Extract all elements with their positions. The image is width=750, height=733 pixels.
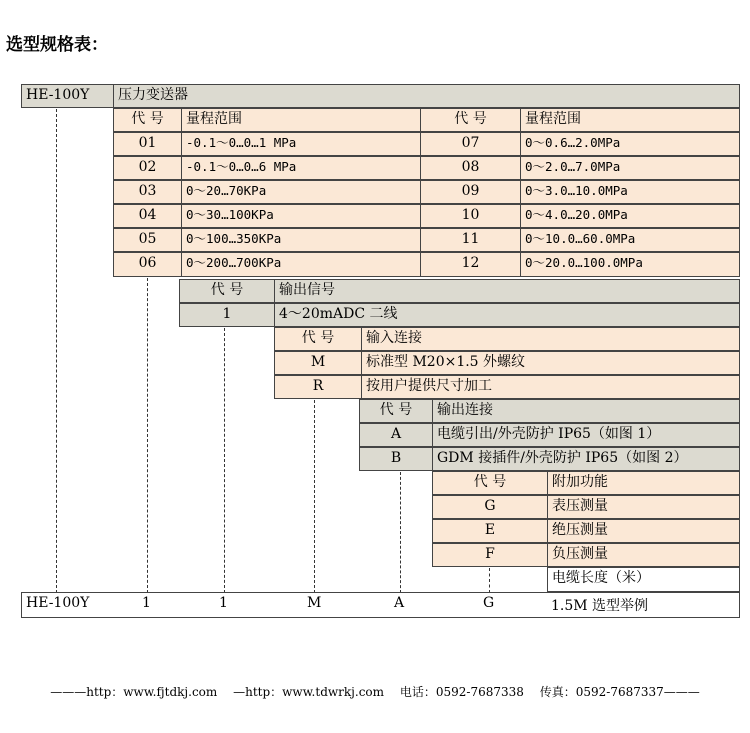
range-header-label-1: 量程范围 bbox=[181, 108, 421, 132]
input-header-code: 代 号 bbox=[274, 327, 362, 351]
input-code: R bbox=[274, 375, 362, 399]
range-value: 0～4.0…20.0MPa bbox=[520, 204, 740, 228]
signal-value: 4～20mADC 二线 bbox=[274, 303, 740, 327]
example-cable-length: 1.5M 选型举例 bbox=[551, 598, 649, 614]
range-code: 06 bbox=[113, 252, 182, 277]
range-code: 09 bbox=[420, 180, 521, 204]
range-code: 04 bbox=[113, 204, 182, 228]
range-code: 01 bbox=[113, 132, 182, 156]
signal-code: 1 bbox=[179, 303, 275, 327]
input-header-label: 输入连接 bbox=[361, 327, 740, 351]
addon-code: F bbox=[432, 543, 548, 567]
input-code: M bbox=[274, 351, 362, 375]
range-code: 02 bbox=[113, 156, 182, 180]
example-output-code: A bbox=[394, 595, 405, 611]
addon-value: 表压测量 bbox=[547, 495, 740, 519]
range-code: 08 bbox=[420, 156, 521, 180]
range-header-code-1: 代 号 bbox=[113, 108, 182, 132]
range-header-code-2: 代 号 bbox=[420, 108, 521, 132]
footer-website-1[interactable]: ———http：www.fjtdkj.com bbox=[50, 685, 218, 699]
signal-header-code: 代 号 bbox=[179, 279, 275, 303]
addon-value: 绝压测量 bbox=[547, 519, 740, 543]
range-value: 0～200…700KPa bbox=[181, 252, 421, 277]
example-addon-code: G bbox=[483, 595, 495, 611]
range-code: 11 bbox=[420, 228, 521, 252]
range-header-label-2: 量程范围 bbox=[520, 108, 740, 132]
input-value: 按用户提供尺寸加工 bbox=[361, 375, 740, 399]
range-value: 0～20.0…100.0MPa bbox=[520, 252, 740, 277]
addon-value: 负压测量 bbox=[547, 543, 740, 567]
range-code: 05 bbox=[113, 228, 182, 252]
connector-line bbox=[400, 472, 401, 593]
connector-line bbox=[314, 400, 315, 593]
range-value: 0～30…100KPa bbox=[181, 204, 421, 228]
output-value: 电缆引出/外壳防护 IP65（如图 1） bbox=[432, 423, 740, 447]
range-value: 0～0.6…2.0MPa bbox=[520, 132, 740, 156]
range-value: 0～20…70KPa bbox=[181, 180, 421, 204]
range-code: 10 bbox=[420, 204, 521, 228]
range-value: -0.1～0…0…6 MPa bbox=[181, 156, 421, 180]
cable-length-label: 电缆长度（米） bbox=[547, 567, 740, 592]
connector-line bbox=[224, 328, 225, 593]
connector-line bbox=[489, 568, 490, 593]
range-value: 0～3.0…10.0MPa bbox=[520, 180, 740, 204]
output-value: GDM 接插件/外壳防护 IP65（如图 2） bbox=[432, 447, 740, 471]
model-cell: HE-100Y bbox=[21, 84, 114, 108]
range-value: 0～100…350KPa bbox=[181, 228, 421, 252]
output-code: B bbox=[359, 447, 433, 471]
connector-line bbox=[56, 109, 57, 593]
addon-code: G bbox=[432, 495, 548, 519]
range-code: 12 bbox=[420, 252, 521, 277]
range-value: 0～2.0…7.0MPa bbox=[520, 156, 740, 180]
addon-code: E bbox=[432, 519, 548, 543]
range-code: 07 bbox=[420, 132, 521, 156]
footer bbox=[0, 683, 750, 700]
example-model: HE-100Y bbox=[26, 595, 90, 611]
example-signal-code: 1 bbox=[219, 595, 228, 611]
signal-header-label: 输出信号 bbox=[274, 279, 740, 303]
example-input-code: M bbox=[307, 595, 322, 611]
output-header-code: 代 号 bbox=[359, 399, 433, 423]
page-title: 选型规格表： bbox=[6, 35, 108, 55]
connector-line bbox=[147, 278, 148, 593]
output-code: A bbox=[359, 423, 433, 447]
range-value: -0.1～0…0…1 MPa bbox=[181, 132, 421, 156]
output-header-label: 输出连接 bbox=[432, 399, 740, 423]
range-code: 03 bbox=[113, 180, 182, 204]
addon-header-label: 附加功能 bbox=[547, 471, 740, 495]
example-range-code: 1 bbox=[142, 595, 151, 611]
footer-fax: 传真：0592-7687337——— bbox=[539, 685, 700, 699]
model-desc-cell: 压力变送器 bbox=[113, 84, 740, 108]
range-value: 0～10.0…60.0MPa bbox=[520, 228, 740, 252]
footer-phone: 电话：0592-7687338 bbox=[399, 685, 524, 699]
input-value: 标准型 M20×1.5 外螺纹 bbox=[361, 351, 740, 375]
addon-header-code: 代 号 bbox=[432, 471, 548, 495]
footer-website-2[interactable]: —http：www.tdwrkj.com bbox=[233, 685, 385, 699]
